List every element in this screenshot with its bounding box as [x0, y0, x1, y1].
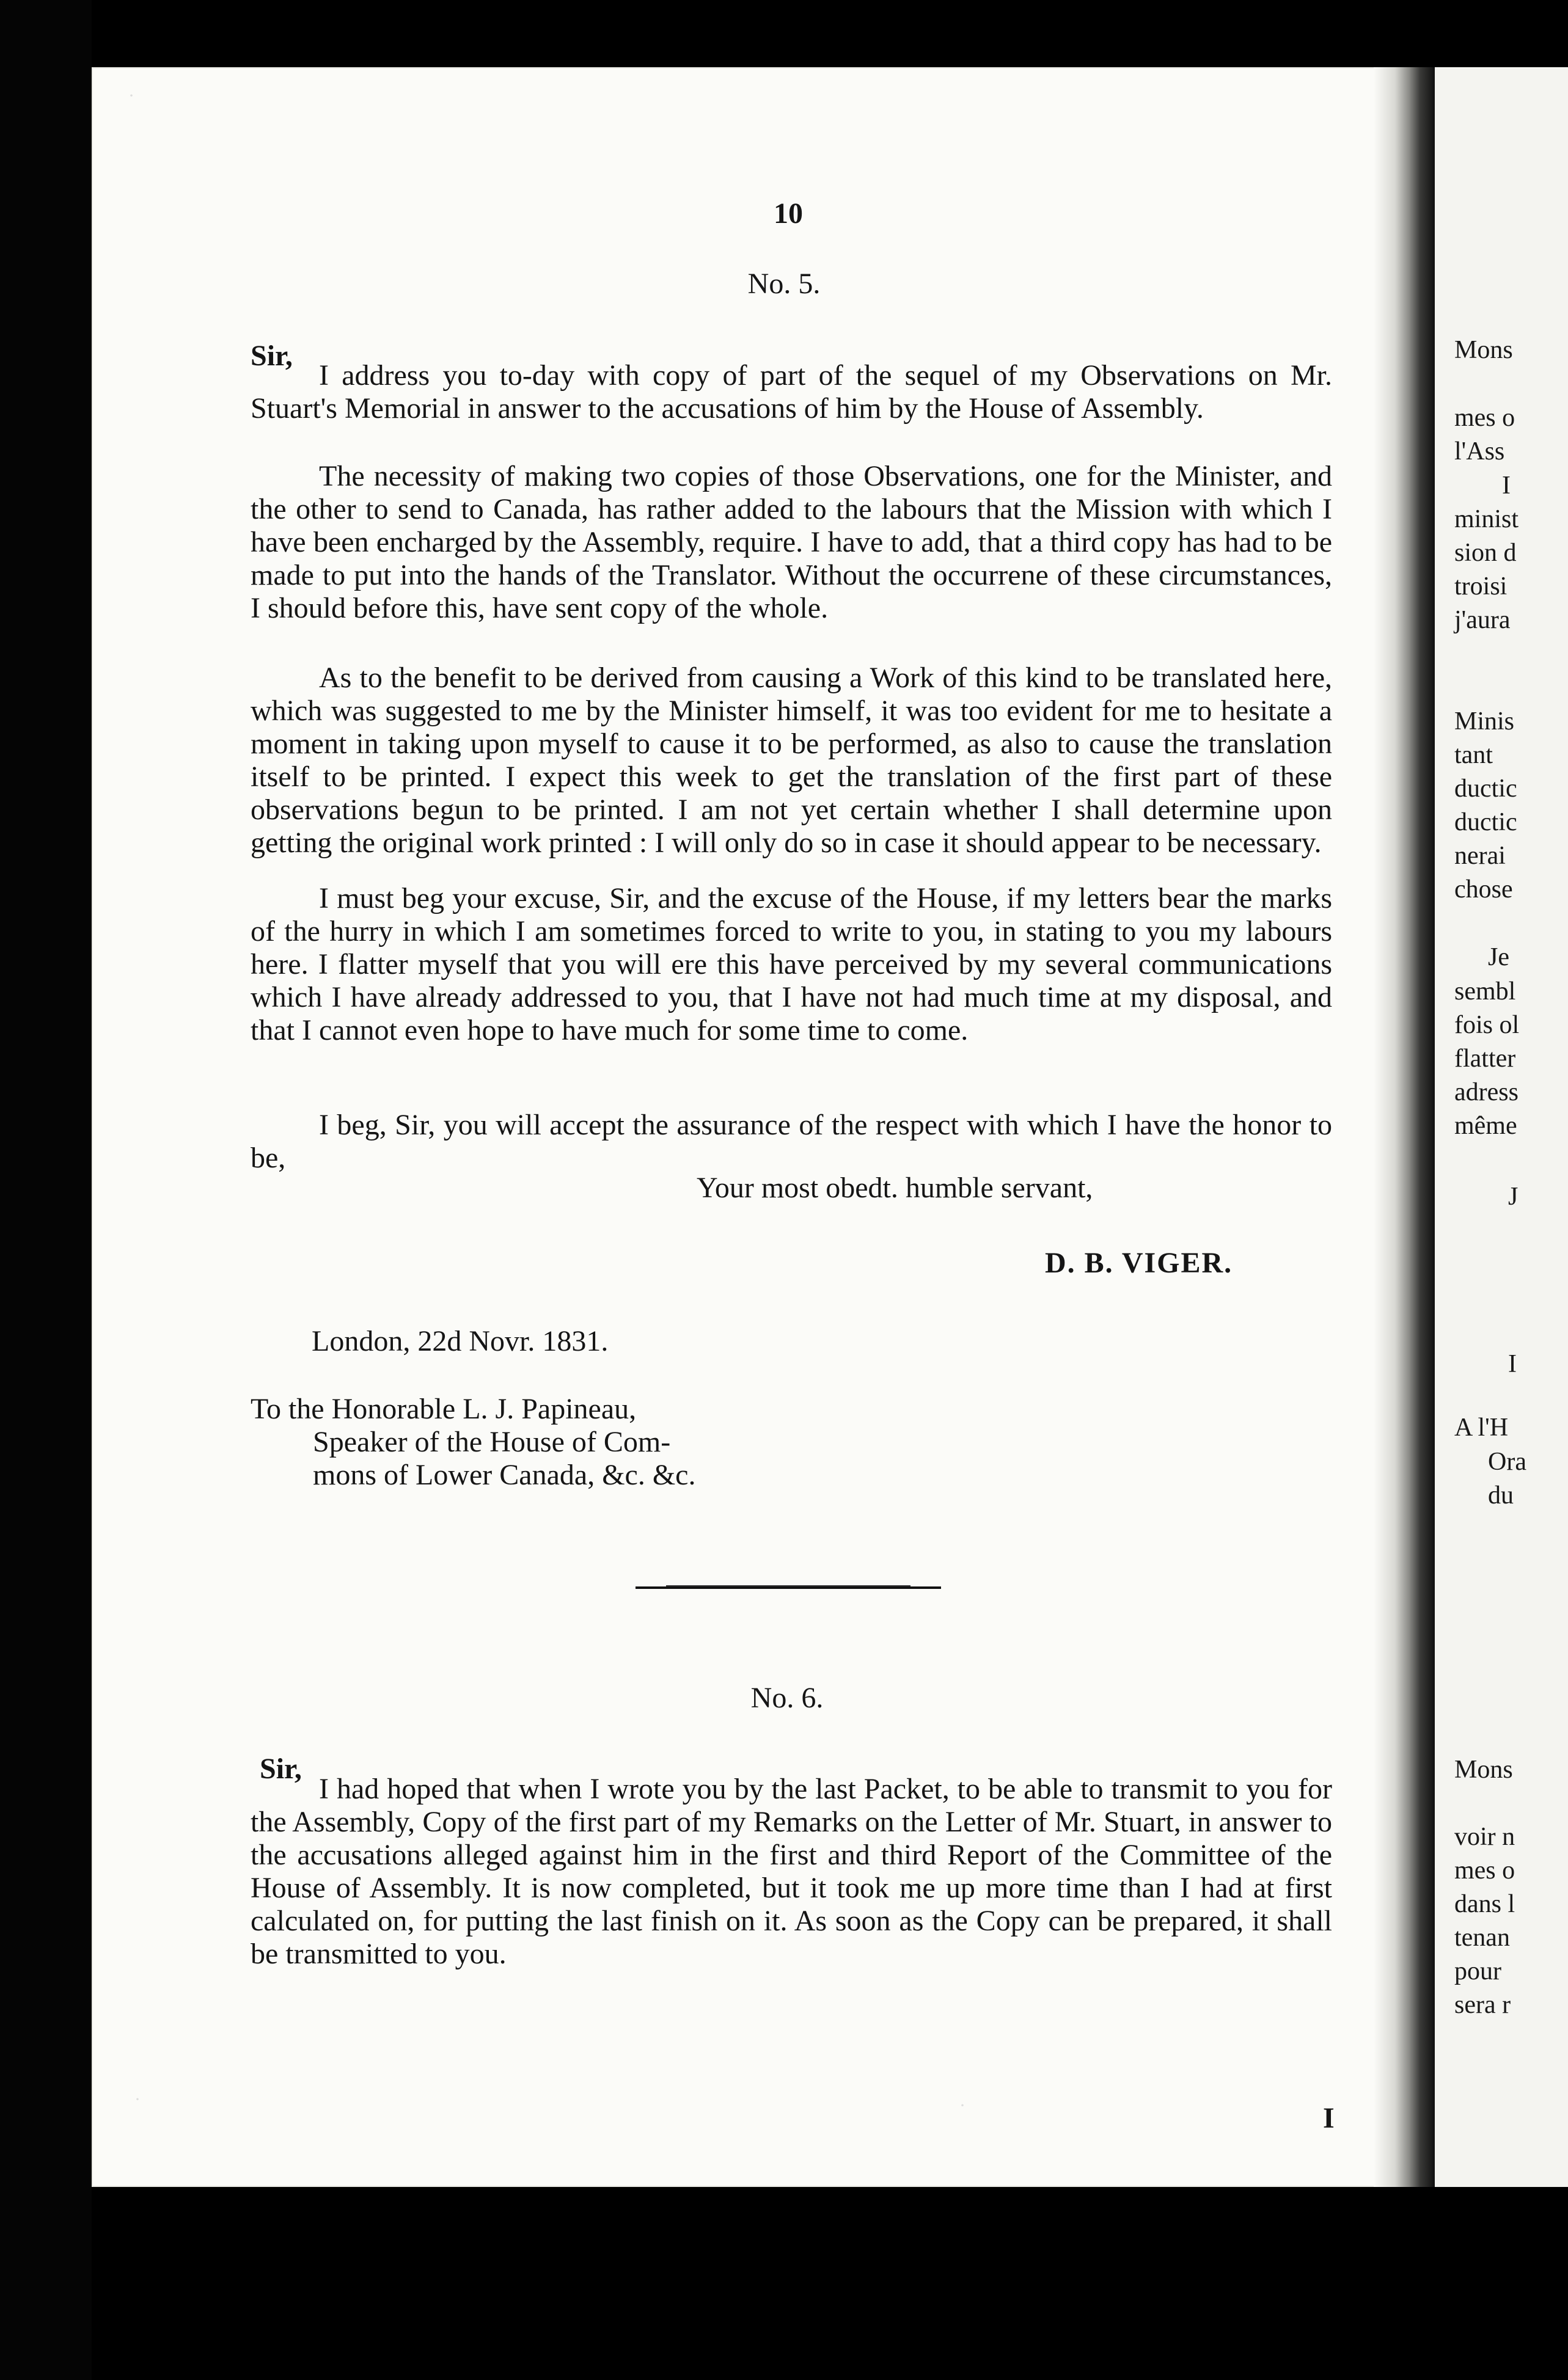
facing-page-fragment: A l'H: [1454, 1414, 1509, 1442]
facing-page-fragment: I: [1502, 472, 1511, 500]
facing-page-fragment: fois ol: [1454, 1011, 1520, 1039]
facing-page-fragment: I: [1508, 1350, 1517, 1378]
facing-page-fragment: du: [1488, 1481, 1514, 1509]
left-scan-border: [0, 0, 92, 2380]
catchword: I: [1323, 2102, 1335, 2134]
letter-5-recipient-address: [251, 1393, 800, 1492]
facing-page-fragment: chose: [1454, 875, 1513, 903]
facing-page-fragment: même: [1454, 1112, 1517, 1140]
facing-page-fragment: Minis: [1454, 707, 1515, 736]
letter-number-6: No. 6.: [750, 1682, 824, 1714]
letter-6-paragraph: I had hoped that when I wrote you by the last Packet, to be able to transmit to you for the Assembly, Copy of the first part of my Remarks on the Letter of Mr. Stuart, in answer to the accusations alleged against him in the first and third Report of the Committee of the House of Assembly. It is now completed, but it took me up more time than I had at first calculated on, for putting the last finish on it. As soon as the Copy can be prepared, it shall be transmitted to you.: [251, 1773, 1332, 1970]
facing-page-fragment: sion d: [1454, 539, 1517, 567]
book-gutter-shadow: [1374, 67, 1435, 2187]
letter-number-5: No. 5.: [747, 268, 821, 300]
facing-page-fragment: j'aura: [1454, 606, 1511, 634]
section-divider-rule: [636, 1586, 941, 1589]
scan-speck: ·: [134, 2089, 141, 2109]
facing-page-fragment: Ora: [1488, 1448, 1526, 1476]
facing-page-fragment: troisi: [1454, 572, 1508, 600]
facing-page-fragment: voir n: [1454, 1823, 1515, 1851]
facing-page-fragment: nerai: [1454, 842, 1506, 870]
facing-page-fragment: Mons: [1454, 336, 1513, 364]
recipient-address-line-1: To the Honorable L. J. Papineau,: [251, 1393, 637, 1425]
facing-page-fragment: sera r: [1454, 1991, 1511, 2019]
letter-6-salutation: Sir,: [260, 1753, 302, 1785]
page-number: 10: [774, 197, 803, 230]
facing-page-fragment: flatter: [1454, 1045, 1516, 1073]
facing-page-fragment: Je: [1488, 943, 1509, 971]
facing-page-fragment: ductic: [1454, 775, 1517, 803]
letter-5-place-date: London, 22d Novr. 1831.: [312, 1325, 609, 1357]
letter-5-paragraph-3: As to the benefit to be derived from causing a Work of this kind to be translated here, which was suggested to me by the Minister himself, it was too evident for me to hesitate a moment in taking upon myself to cause it to be performed, as also to cause the translation itself to be printed. I expect this week to get the translation of the first part of these observations begun to be printed. I am not yet certain whether I shall determine upon getting the original work printed : I will only do so in case it should appear to be necessary.: [251, 662, 1332, 859]
letter-5-salutation: Sir,: [251, 340, 293, 372]
recipient-address-line-3: mons of Lower Canada, &c. &c.: [313, 1459, 696, 1491]
letter-5-paragraph-1: I address you to-day with copy of part of the sequel of my Observations on Mr. Stuart's Memorial in answer to the accusations of him by the House of Assembly.: [251, 359, 1332, 425]
letter-5-paragraph-5: I beg, Sir, you will accept the assurance of the respect with which I have the honor to be,: [251, 1109, 1332, 1174]
facing-page-fragment: tant: [1454, 741, 1493, 769]
facing-page-fragment: minist: [1454, 505, 1519, 533]
scan-speck: ·: [959, 2095, 965, 2115]
letter-5-closing: Your most obedt. humble servant,: [697, 1172, 1093, 1204]
facing-page-fragment: Mons: [1454, 1756, 1513, 1784]
letter-5-signature: D. B. VIGER.: [1045, 1247, 1233, 1279]
facing-page-fragment: sembl: [1454, 977, 1516, 1006]
letter-5-paragraph-4: I must beg your excuse, Sir, and the excuse of the House, if my letters bear the marks of the hurry in which I am sometimes forced to write to you, in stating to you my labours here. I flatter myself that you will ere this have perceived by my several communications which I have already addressed to you, that I have not had much time at my disposal, and that I cannot even hope to have much for some time to come.: [251, 882, 1332, 1046]
facing-page-fragment: J: [1508, 1183, 1519, 1211]
recipient-address-line-2: Speaker of the House of Com-: [313, 1426, 671, 1458]
facing-page-fragment: mes o: [1454, 1856, 1515, 1885]
facing-page-fragment: tenan: [1454, 1924, 1510, 1952]
facing-page-fragment: adress: [1454, 1078, 1519, 1106]
facing-page-fragment: l'Ass: [1454, 437, 1505, 465]
scan-speck: ·: [128, 86, 134, 106]
facing-page-fragment: mes o: [1454, 404, 1515, 432]
letter-5-paragraph-2: The necessity of making two copies of those Observations, one for the Minister, and the other to send to Canada, has rather added to the labours that the Mission with which I have been encharged by the Assembly, require. I have to add, that a third copy has had to be made to put into the hands of the Translator. Without the occurrene of these circumstances, I should before this, have sent copy of the whole.: [251, 460, 1332, 624]
facing-page-fragment: dans l: [1454, 1890, 1515, 1918]
facing-page-fragment: ductic: [1454, 808, 1517, 836]
facing-page-fragment: pour: [1454, 1957, 1501, 1985]
